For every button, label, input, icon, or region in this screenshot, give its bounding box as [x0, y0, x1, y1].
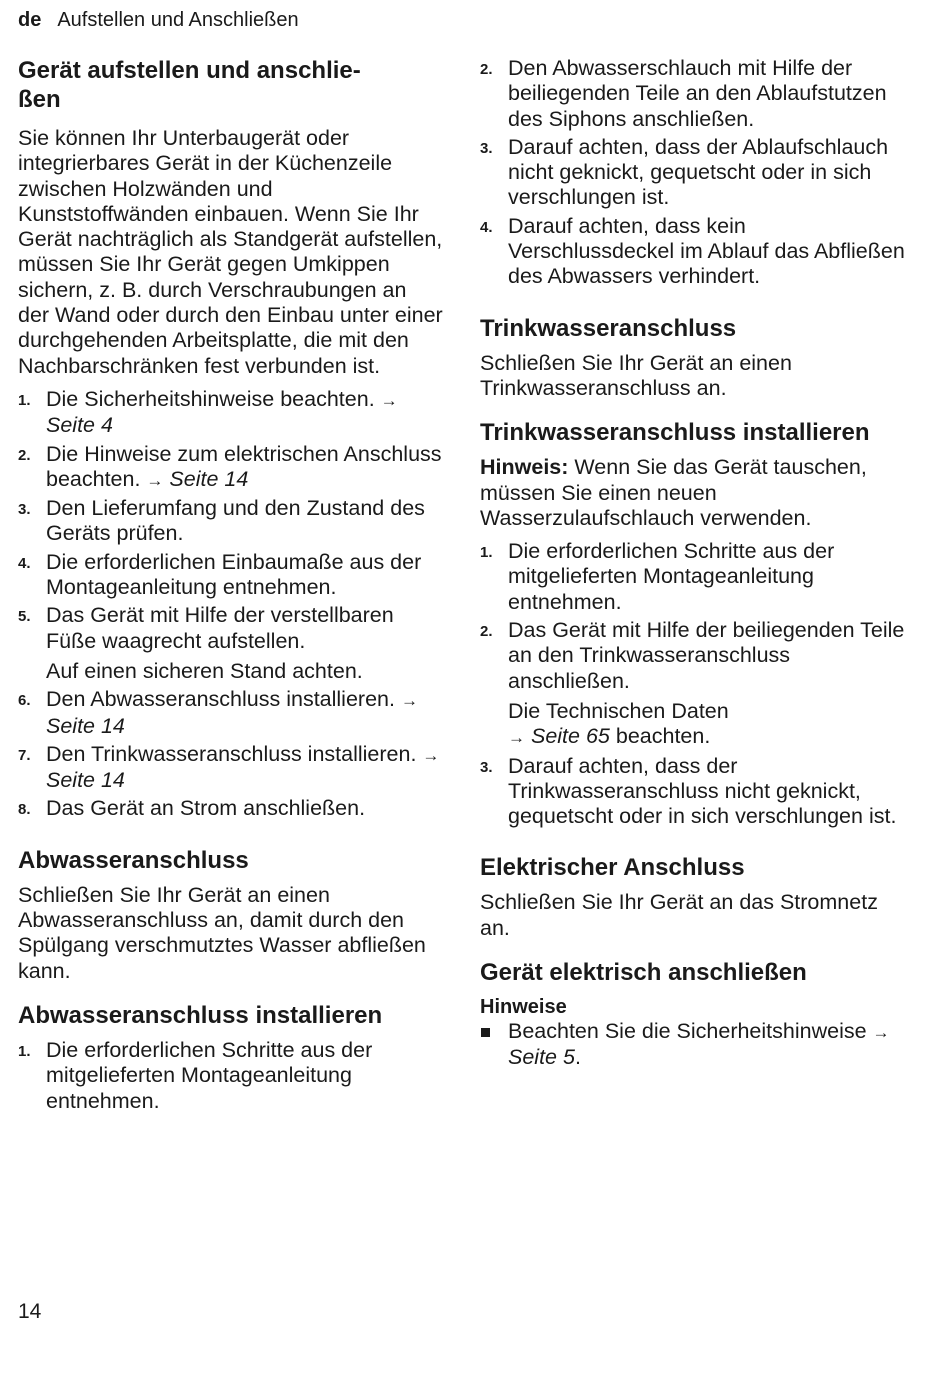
- list-item: [480, 56, 910, 132]
- list-item: [18, 387, 443, 439]
- step-number: 2.: [480, 623, 493, 641]
- step-note-after: beachten.: [609, 724, 711, 749]
- hinweis-note: [480, 455, 910, 531]
- list-item: [480, 539, 910, 615]
- step-number: 4.: [18, 554, 31, 572]
- list-item: [18, 496, 443, 547]
- step-note: [508, 699, 910, 751]
- step-number: 8.: [18, 801, 31, 819]
- step-text: Die Sicherheitshinweise beachten.: [46, 386, 381, 411]
- step-number: 3.: [480, 139, 493, 157]
- step-text: Das Gerät mit Hilfe der verstellbaren Füße waagrecht aufstellen.: [46, 603, 394, 653]
- bullet-text-after: .: [574, 1045, 581, 1070]
- page-title: [18, 56, 443, 114]
- step-number: 7.: [18, 746, 31, 764]
- section-heading-trinkwasser: Trinkwasseranschluss: [480, 314, 737, 342]
- hinweis-label: Hinweis:: [480, 455, 569, 480]
- title-line-1: Gerät aufstellen und anschlie-: [18, 57, 361, 84]
- list-item: [18, 550, 443, 601]
- page-reference-link[interactable]: Seite 65: [530, 724, 610, 749]
- section-heading-elektro: Elektrischer Anschluss: [480, 854, 745, 882]
- trinkwasser-steps: [480, 539, 910, 829]
- language-code: de: [18, 9, 42, 31]
- step-number: 2.: [480, 61, 493, 78]
- step-number: 2.: [18, 446, 31, 464]
- step-number: 4.: [480, 218, 493, 236]
- subsection-heading-elektro-install: Gerät elektrisch anschließen: [480, 959, 807, 987]
- left-column: [18, 56, 443, 1117]
- page-reference-link[interactable]: Seite 5: [508, 1045, 575, 1070]
- trinkwasser-paragraph: Schließen Sie Ihr Gerät an einen Trinkwasseranschluss an.: [480, 350, 792, 400]
- arrow-right-icon: →: [380, 390, 398, 410]
- hinweis-text: Wenn Sie das Gerät tauschen, müssen Sie einen neuen Wasserzulaufschlauch verwenden.: [480, 455, 867, 530]
- list-item: [18, 687, 443, 739]
- list-item: [480, 135, 910, 211]
- page-reference-link[interactable]: Seite 14: [169, 466, 249, 491]
- step-note-text: Die Technischen Daten: [508, 698, 729, 723]
- elektro-paragraph: Schließen Sie Ihr Gerät an das Stromnetz an.: [480, 890, 878, 940]
- arrow-right-icon: →: [508, 728, 525, 748]
- list-item: [480, 214, 910, 290]
- step-text: Den Trinkwasseranschluss installieren.: [46, 741, 423, 766]
- section-heading-abwasser: Abwasseranschluss: [18, 846, 249, 874]
- step-text: Die erforderlichen Schritte aus der mitgelieferten Montageanleitung entnehmen.: [508, 539, 835, 614]
- step-text: Die erforderlichen Einbaumaße aus der Montageanleitung entnehmen.: [46, 549, 422, 600]
- square-bullet-icon: [481, 1028, 490, 1037]
- step-text: Das Gerät an Strom anschließen.: [46, 796, 366, 821]
- step-number: 6.: [18, 692, 31, 710]
- subsection-heading-abwasser-install: Abwasseranschluss installieren: [18, 1001, 383, 1029]
- step-text: Das Gerät mit Hilfe der beiliegenden Teile an den Trinkwasseranschluss anschließen.: [508, 618, 905, 693]
- step-text: Den Abwasseranschluss installieren.: [46, 687, 401, 712]
- arrow-right-icon: →: [400, 691, 418, 711]
- step-text: Den Lieferumfang und den Zustand des Geräts prüfen.: [46, 496, 425, 546]
- step-number: 5.: [18, 608, 31, 626]
- hinweise-list: [480, 1019, 910, 1071]
- right-column: [480, 56, 910, 1074]
- abwasser-paragraph: Schließen Sie Ihr Gerät an einen Abwasseranschluss an, damit durch den Spülgang verschmutztes Wasser abfließen kann.: [18, 882, 426, 983]
- title-line-2: ßen: [18, 86, 61, 113]
- step-number: 3.: [480, 758, 493, 776]
- page-reference-link[interactable]: Seite 14: [46, 768, 125, 793]
- list-item: [18, 742, 443, 794]
- list-item: [480, 618, 910, 750]
- abwasser-steps: [18, 1038, 443, 1114]
- section-title: Aufstellen und Anschließen: [57, 9, 299, 31]
- arrow-right-icon: →: [146, 470, 164, 490]
- step-text: Darauf achten, dass der Trinkwasseranschluss nicht geknickt, gequetscht oder in sich verschlungen ist.: [508, 753, 897, 829]
- page-reference-link[interactable]: Seite 14: [46, 713, 125, 738]
- step-text: Die erforderlichen Schritte aus der mitgelieferten Montageanleitung entnehmen.: [46, 1037, 373, 1113]
- list-item: [480, 754, 910, 830]
- step-text: Den Abwasserschlauch mit Hilfe der beiliegenden Teile an den Ablaufstutzen des Siphons anschließen.: [508, 56, 887, 131]
- intro-paragraph: Sie können Ihr Unterbaugerät oder integrierbares Gerät in der Küchenzeile zwischen Holzwänden und Kunststoffwänden einbauen. Wenn Sie Ihr Gerät nachträglich als Standgerät aufstellen, müssen Sie Ihr Gerät gegen Umkippen sichern, z. B. durch Verschraubungen an der Wand oder durch den Einbau unter einer durchgehenden Arbeitsplatte, die mit den Nachbarschränken fest verbunden ist.: [18, 126, 443, 378]
- setup-steps: [18, 387, 443, 822]
- bullet-text: Beachten Sie die Sicherheitshinweise: [508, 1019, 873, 1044]
- step-text: Darauf achten, dass kein Verschlussdeckel im Ablauf das Abfließen des Abwassers verhindert.: [508, 213, 905, 289]
- step-number: 1.: [18, 391, 31, 409]
- subsection-heading-trinkwasser-install: Trinkwasseranschluss installieren: [480, 419, 870, 447]
- step-number: 1.: [480, 544, 493, 562]
- step-note: Auf einen sicheren Stand achten.: [46, 658, 363, 683]
- arrow-right-icon: →: [872, 1023, 890, 1043]
- list-item: [18, 1038, 443, 1114]
- step-text: Darauf achten, dass der Ablaufschlauch nicht geknickt, gequetscht oder in sich verschlungen ist.: [508, 134, 889, 210]
- list-item: [18, 603, 443, 684]
- running-header: [18, 8, 299, 32]
- page-reference-link[interactable]: Seite 4: [46, 413, 113, 438]
- page-number: 14: [18, 1300, 42, 1323]
- step-text: Die Hinweise zum elektrischen Anschluss beachten.: [46, 441, 442, 491]
- list-item: [480, 1019, 910, 1071]
- step-number: 3.: [18, 501, 31, 519]
- list-item: [18, 442, 443, 494]
- step-number: 1.: [18, 1042, 31, 1060]
- hinweise-heading: Hinweise: [480, 996, 567, 1019]
- arrow-right-icon: →: [422, 745, 440, 765]
- abwasser-steps-continued: [480, 56, 910, 290]
- list-item: [18, 796, 443, 821]
